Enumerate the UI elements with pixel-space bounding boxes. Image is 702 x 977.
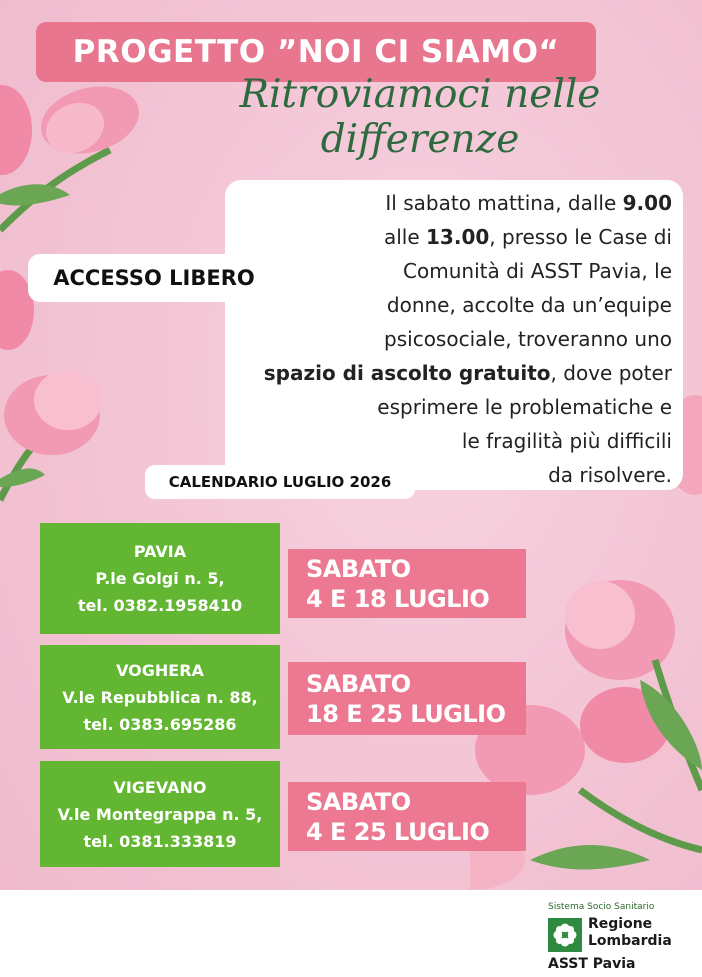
lombardy-rose-icon [548, 918, 582, 952]
tulip-top-left-icon [0, 80, 150, 240]
date-vigevano [288, 782, 526, 851]
info-line-8: le fragilità più difficili [461, 429, 672, 453]
info-line-4: donne, accolte da un’equipe [386, 293, 672, 317]
date-dates: 18 E 25 LUGLIO [306, 699, 506, 728]
location-city: PAVIA [133, 542, 187, 561]
date-day: SABATO [306, 554, 411, 583]
region-name: Regione Lombardia [588, 916, 672, 949]
info-text [232, 186, 672, 492]
location-address: V.le Repubblica n. 88, [62, 687, 258, 707]
location-phone: tel. 0383.695286 [83, 714, 237, 734]
calendar-label: CALENDARIO LUGLIO 2026 [145, 465, 415, 499]
date-voghera [288, 662, 526, 735]
info-line-6: spazio di ascolto gratuito, dove poter [263, 361, 672, 385]
project-subtitle: Ritroviamoci nelle differenze [239, 72, 601, 162]
location-phone: tel. 0381.333819 [83, 831, 237, 851]
location-phone: tel. 0382.1958410 [77, 596, 243, 615]
info-line-2: alle 13.00, presso le Case di [383, 225, 672, 249]
date-pavia [288, 549, 526, 618]
info-line-1: Il sabato mattina, dalle 9.00 [385, 191, 672, 215]
regione-lombardia-logo [548, 900, 688, 974]
info-line-9: da risolvere. [548, 463, 672, 487]
date-day: SABATO [306, 787, 411, 816]
info-line-5: psicosociale, troveranno uno [384, 327, 672, 351]
access-badge: ACCESSO LIBERO [28, 254, 280, 302]
asst-name: ASST Pavia [548, 956, 636, 972]
date-dates: 4 E 18 LUGLIO [306, 584, 490, 613]
location-pavia [40, 523, 280, 634]
location-address: V.le Montegrappa n. 5, [57, 804, 263, 824]
system-label: Sistema Socio Sanitario [548, 902, 655, 912]
project-title: PROGETTO ”NOI CI SIAMO“ [36, 22, 596, 82]
date-day: SABATO [306, 669, 411, 698]
location-city: VIGEVANO [113, 777, 207, 797]
location-voghera [40, 645, 280, 749]
info-line-3: Comunità di ASST Pavia, le [403, 259, 672, 283]
date-dates: 4 E 25 LUGLIO [306, 817, 490, 846]
info-line-7: esprimere le problematiche e [377, 395, 672, 419]
location-vigevano [40, 761, 280, 867]
location-address: P.le Golgi n. 5, [95, 569, 225, 588]
location-city: VOGHERA [116, 660, 204, 680]
